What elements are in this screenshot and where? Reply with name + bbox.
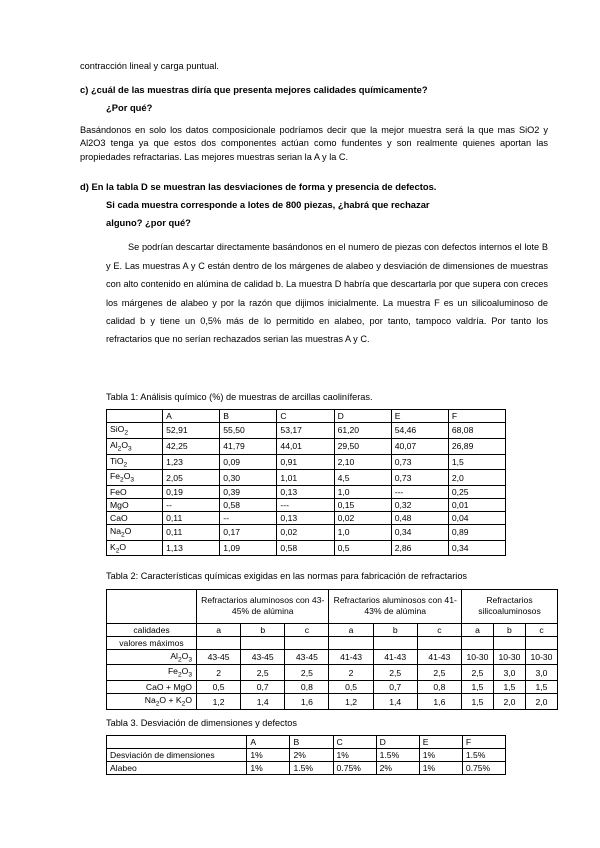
- table-row: [107, 623, 558, 636]
- row-label: $Al_2O_3$: [107, 438, 163, 454]
- cell: 2,0: [493, 694, 525, 710]
- cell: b: [241, 623, 285, 636]
- table-row: [107, 749, 506, 762]
- question-c-label: c): [80, 84, 89, 96]
- spacer: [80, 173, 548, 180]
- row-label: $Al_2O_3$: [107, 649, 197, 665]
- intro-text: contracción lineal y carga puntual.: [80, 61, 219, 71]
- table-row: [107, 410, 506, 423]
- answer-d: Se podrían descartar directamente basándonos en el numero de piezas con defectos internos el lote B y E. Las muestras A y C están dentro de los márgenes de alabeo y desviación de dimensiones de muestras con alto contenido en alúmina de calidad b. La muestra D habría que descartarla por que supera con creces los márgenes de alabeo y por la razón que dijimos inicialmente. La muestra F es un silicoaluminoso de calidad b y tiene un 0,5% más de lo permitido en alabeo, por tanto, tampoco valdría. Por tanto los refractarios que no serían rechazados serian las muestras A y C.: [106, 242, 548, 345]
- table-row: [107, 454, 506, 470]
- cell: --: [163, 498, 220, 511]
- cell: 0,34: [448, 540, 505, 556]
- table-row: [107, 649, 558, 665]
- cell: 10-30: [525, 649, 557, 665]
- cell: a: [329, 623, 373, 636]
- cell: 1,5: [448, 454, 505, 470]
- cell: 1,2: [329, 694, 373, 710]
- spacer: [80, 357, 548, 391]
- row-label: SiO$_2$: [107, 423, 163, 439]
- cell: 0.75%: [462, 762, 505, 775]
- cell: 0,73: [391, 454, 448, 470]
- cell: 0,02: [277, 524, 334, 540]
- table-row: [107, 498, 506, 511]
- cell: 0,09: [220, 454, 277, 470]
- cell: 41-43: [373, 649, 417, 665]
- cell: 1,4: [373, 694, 417, 710]
- cell: 1,01: [277, 470, 334, 486]
- cell: 55,50: [220, 423, 277, 439]
- table-row: [107, 423, 506, 439]
- cell: 2,5: [241, 665, 285, 681]
- cell: 2: [197, 665, 241, 681]
- cell: 0,8: [417, 681, 461, 694]
- cell: 1,5: [461, 681, 493, 694]
- table-row: [107, 665, 558, 681]
- table-row: [107, 485, 506, 498]
- table2-caption: Tabla 2: Características químicas exigidas en las normas para fabricación de refractarios: [106, 571, 468, 582]
- row-label: $Na_2O$: [107, 524, 163, 540]
- cell: F: [462, 736, 505, 749]
- cell: 2%: [290, 749, 333, 762]
- cell: 41-43: [329, 649, 373, 665]
- table1-caption: Tabla 1: Análisis químico (%) de muestras de arcillas caoliníferas.: [106, 391, 373, 402]
- cell: 0,17: [220, 524, 277, 540]
- cell: a: [197, 623, 241, 636]
- table-row: [107, 540, 506, 556]
- table-deviations: [106, 735, 506, 775]
- row-label: CaO: [107, 511, 163, 524]
- cell: A: [247, 736, 290, 749]
- question-d-sub1: Si cada muestra corresponde a lotes de 800 piezas, ¿habrá que rechazar: [106, 199, 430, 211]
- cell: 1,5: [461, 694, 493, 710]
- max-values-label: valores máximos: [107, 636, 197, 649]
- cell: D: [334, 410, 391, 423]
- cell: 0,5: [334, 540, 391, 556]
- cell: 0,01: [448, 498, 505, 511]
- cell: 0,7: [241, 681, 285, 694]
- cell: 2,0: [525, 694, 557, 710]
- group-header: Refractarios silicoaluminosos: [461, 589, 557, 623]
- cell: 0,13: [277, 485, 334, 498]
- table-row: [107, 694, 558, 710]
- cell: 26,89: [448, 438, 505, 454]
- spacer: [80, 710, 548, 717]
- cell: 1%: [419, 762, 462, 775]
- cell: ---: [277, 498, 334, 511]
- cell: 2,5: [461, 665, 493, 681]
- spacer: [80, 556, 548, 570]
- cell: 1,23: [163, 454, 220, 470]
- cell: a: [461, 623, 493, 636]
- cell: 1,4: [241, 694, 285, 710]
- cell: 0,25: [448, 485, 505, 498]
- cell: c: [525, 623, 557, 636]
- cell: B: [290, 736, 333, 749]
- cell: 0,39: [220, 485, 277, 498]
- question-d: [80, 180, 548, 194]
- cell: 0,89: [448, 524, 505, 540]
- cell: 2,0: [448, 470, 505, 486]
- cell: 53,17: [277, 423, 334, 439]
- cell: A: [163, 410, 220, 423]
- table-row: [107, 681, 558, 694]
- cell: 1,2: [197, 694, 241, 710]
- table-row: [107, 736, 506, 749]
- table-row: [107, 511, 506, 524]
- cell: 0,11: [163, 524, 220, 540]
- question-c-text: ¿cuál de las muestras diría que presenta mejores calidades químicamente?: [90, 84, 428, 96]
- cell: 1%: [419, 749, 462, 762]
- cell: 0,32: [391, 498, 448, 511]
- cell: C: [333, 736, 376, 749]
- cell: b: [373, 623, 417, 636]
- cell: [373, 636, 417, 649]
- cell: [285, 636, 329, 649]
- cell: F: [448, 410, 505, 423]
- cell: [241, 636, 285, 649]
- row-label: MgO: [107, 498, 163, 511]
- cell: 1,13: [163, 540, 220, 556]
- cell: 0,19: [163, 485, 220, 498]
- cell: 1.5%: [376, 749, 419, 762]
- cell: D: [376, 736, 419, 749]
- cell: c: [285, 623, 329, 636]
- cell: E: [419, 736, 462, 749]
- group-header: Refractarios aluminosos con 41-43% de alúmina: [329, 589, 461, 623]
- table-row: [107, 524, 506, 540]
- cell: 41-43: [417, 649, 461, 665]
- cell: 10-30: [461, 649, 493, 665]
- cell: 1%: [247, 762, 290, 775]
- cell: 2,10: [334, 454, 391, 470]
- cell-empty: [107, 589, 197, 623]
- cell: 0,11: [163, 511, 220, 524]
- cell: 1%: [247, 749, 290, 762]
- cell: 29,50: [334, 438, 391, 454]
- answer-c: Basándonos en solo los datos composicionale podríamos decir que la mejor muestra será la que mas SiO2 y Al2O3 tenga ya que estos dos componentes actúan como fundentes y son realmente quienes aportan las propiedades refractarias. Las mejores muestras serian la A y la C.: [80, 124, 548, 163]
- cell: 2,05: [163, 470, 220, 486]
- cell: [197, 636, 241, 649]
- row-label: $Fe_2O_3$: [107, 665, 197, 681]
- cell: 43-45: [197, 649, 241, 665]
- cell: 1,6: [285, 694, 329, 710]
- cell: 1,6: [417, 694, 461, 710]
- cell: 1,5: [493, 681, 525, 694]
- table-chemical-analysis: [106, 409, 506, 556]
- cell: 2,86: [391, 540, 448, 556]
- cell: [329, 636, 373, 649]
- cell: 0,8: [285, 681, 329, 694]
- cell: 1,0: [334, 485, 391, 498]
- cell: [417, 636, 461, 649]
- cell: 3,0: [525, 665, 557, 681]
- cell: E: [391, 410, 448, 423]
- cell: [107, 410, 163, 423]
- cell: 1,0: [334, 524, 391, 540]
- cell: 0,7: [373, 681, 417, 694]
- cell: [107, 736, 247, 749]
- cell: B: [220, 410, 277, 423]
- question-d-text: En la tabla D se muestran las desviaciones de forma y presencia de defectos.: [91, 180, 437, 192]
- cell: 3,0: [493, 665, 525, 681]
- row-label: FeO: [107, 485, 163, 498]
- cell: 0,91: [277, 454, 334, 470]
- cell: 2,5: [285, 665, 329, 681]
- cell: 4,5: [334, 470, 391, 486]
- cell: [525, 636, 557, 649]
- cell: 10-30: [493, 649, 525, 665]
- cell: 0,15: [334, 498, 391, 511]
- cell: 0,48: [391, 511, 448, 524]
- row-label: $Fe_2O_3$: [107, 470, 163, 486]
- cell: 1,09: [220, 540, 277, 556]
- quality-label: calidades: [107, 623, 197, 636]
- cell: 2: [329, 665, 373, 681]
- question-c: [80, 83, 548, 97]
- cell: c: [417, 623, 461, 636]
- cell: 2,5: [417, 665, 461, 681]
- cell: 0,04: [448, 511, 505, 524]
- cell: 2%: [376, 762, 419, 775]
- cell: --: [220, 511, 277, 524]
- cell: 2,5: [373, 665, 417, 681]
- table-row: [107, 589, 558, 623]
- table-row: [107, 636, 558, 649]
- row-label: $K_2O$: [107, 540, 163, 556]
- cell: 0,13: [277, 511, 334, 524]
- row-label: Desviación de dimensiones: [107, 749, 247, 762]
- cell: ---: [391, 485, 448, 498]
- cell: 61,20: [334, 423, 391, 439]
- cell: 0.75%: [333, 762, 376, 775]
- cell: 43-45: [285, 649, 329, 665]
- group-header: Refractarios aluminosos con 43-45% de alúmina: [197, 589, 329, 623]
- table-row: [107, 470, 506, 486]
- cell: 0,30: [220, 470, 277, 486]
- row-label: $Na_2O + K_2O$: [107, 694, 197, 710]
- table-norms: [106, 589, 558, 710]
- cell: [461, 636, 493, 649]
- cell: 41,79: [220, 438, 277, 454]
- cell: b: [493, 623, 525, 636]
- table-row: [107, 762, 506, 775]
- row-label: TiO$_2$: [107, 454, 163, 470]
- question-c-sub: ¿Por qué?: [106, 102, 153, 114]
- question-d-sub2: alguno? ¿por qué?: [106, 217, 191, 229]
- row-label: Alabeo: [107, 762, 247, 775]
- cell: 44,01: [277, 438, 334, 454]
- cell: 54,46: [391, 423, 448, 439]
- cell: [493, 636, 525, 649]
- cell: 0,02: [334, 511, 391, 524]
- cell: 40,07: [391, 438, 448, 454]
- cell: 1%: [333, 749, 376, 762]
- cell: 43-45: [241, 649, 285, 665]
- cell: C: [277, 410, 334, 423]
- cell: 0,5: [197, 681, 241, 694]
- row-label: CaO + MgO: [107, 681, 197, 694]
- table-row: [107, 438, 506, 454]
- table3-caption: Tabla 3. Desviación de dimensiones y defectos: [106, 717, 298, 728]
- cell: 0,73: [391, 470, 448, 486]
- cell: 0,58: [277, 540, 334, 556]
- cell: 0,34: [391, 524, 448, 540]
- cell: 1.5%: [290, 762, 333, 775]
- cell: 42,25: [163, 438, 220, 454]
- cell: 0,5: [329, 681, 373, 694]
- cell: 68,08: [448, 423, 505, 439]
- cell: 1,5: [525, 681, 557, 694]
- question-d-label: d): [80, 180, 89, 192]
- cell: 1.5%: [462, 749, 505, 762]
- cell: 0,58: [220, 498, 277, 511]
- cell: 52,91: [163, 423, 220, 439]
